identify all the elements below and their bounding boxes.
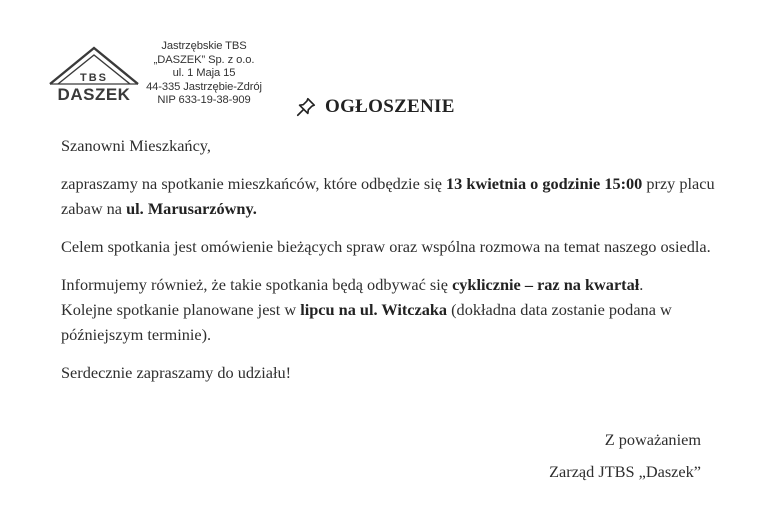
logo-daszek-text: DASZEK (57, 85, 131, 104)
stamp-line: 44-335 Jastrzębie-Zdrój (146, 80, 262, 93)
announcement-body (61, 133, 721, 398)
paragraph-next-meeting (61, 297, 721, 347)
bold-next-location: lipcu na ul. Witczaka (300, 300, 448, 319)
greeting: Szanowni Mieszkańcy, (61, 136, 211, 155)
closing-regards: Z poważaniem (604, 430, 701, 449)
bold-date: 13 kwietnia o godzinie 15:00 (446, 174, 643, 193)
paragraph-cyclic (61, 272, 721, 297)
daszek-logo (46, 44, 142, 106)
bold-frequency: cyklicznie – raz na kwartał (452, 275, 640, 294)
stamp-line: ul. 1 Maja 15 (172, 67, 236, 80)
stamp-line: „DASZEK” Sp. z o.o. (153, 53, 255, 66)
text-span: przy placu zabaw na (61, 174, 715, 218)
logo-tbs-text: TBS (80, 72, 108, 84)
closing-signature: Zarząd JTBS „Daszek” (549, 462, 701, 481)
bold-location: ul. Marusarzówny. (126, 199, 257, 218)
paragraph-purpose: Celem spotkania jest omówienie bieżących spraw oraz wspólna rozmowa na temat naszego osiedla. (61, 237, 711, 256)
paragraph-invite: Serdecznie zapraszamy do udziału! (61, 363, 292, 382)
stamp-line: Jastrzębskie TBS (161, 40, 247, 52)
closing-block (549, 424, 701, 488)
text-span: . (639, 275, 644, 294)
text-span: (dokładna data zostanie podana w późniejszym terminie). (61, 300, 672, 344)
text-span: Kolejne spotkanie planowane jest w (61, 300, 301, 319)
stamp-address (144, 40, 264, 108)
heading-title: OGŁOSZENIE (325, 96, 455, 117)
text-span: Informujemy również, że takie spotkania będą odbywać się (61, 275, 453, 294)
company-stamp (46, 40, 266, 110)
paragraph-invitation (61, 171, 721, 221)
text-span: zapraszamy na spotkanie mieszkańców, które odbędzie się (61, 174, 447, 193)
stamp-line: NIP 633-19-38-909 (157, 94, 251, 107)
pushpin-icon (295, 96, 317, 118)
announcement-heading (295, 96, 455, 118)
